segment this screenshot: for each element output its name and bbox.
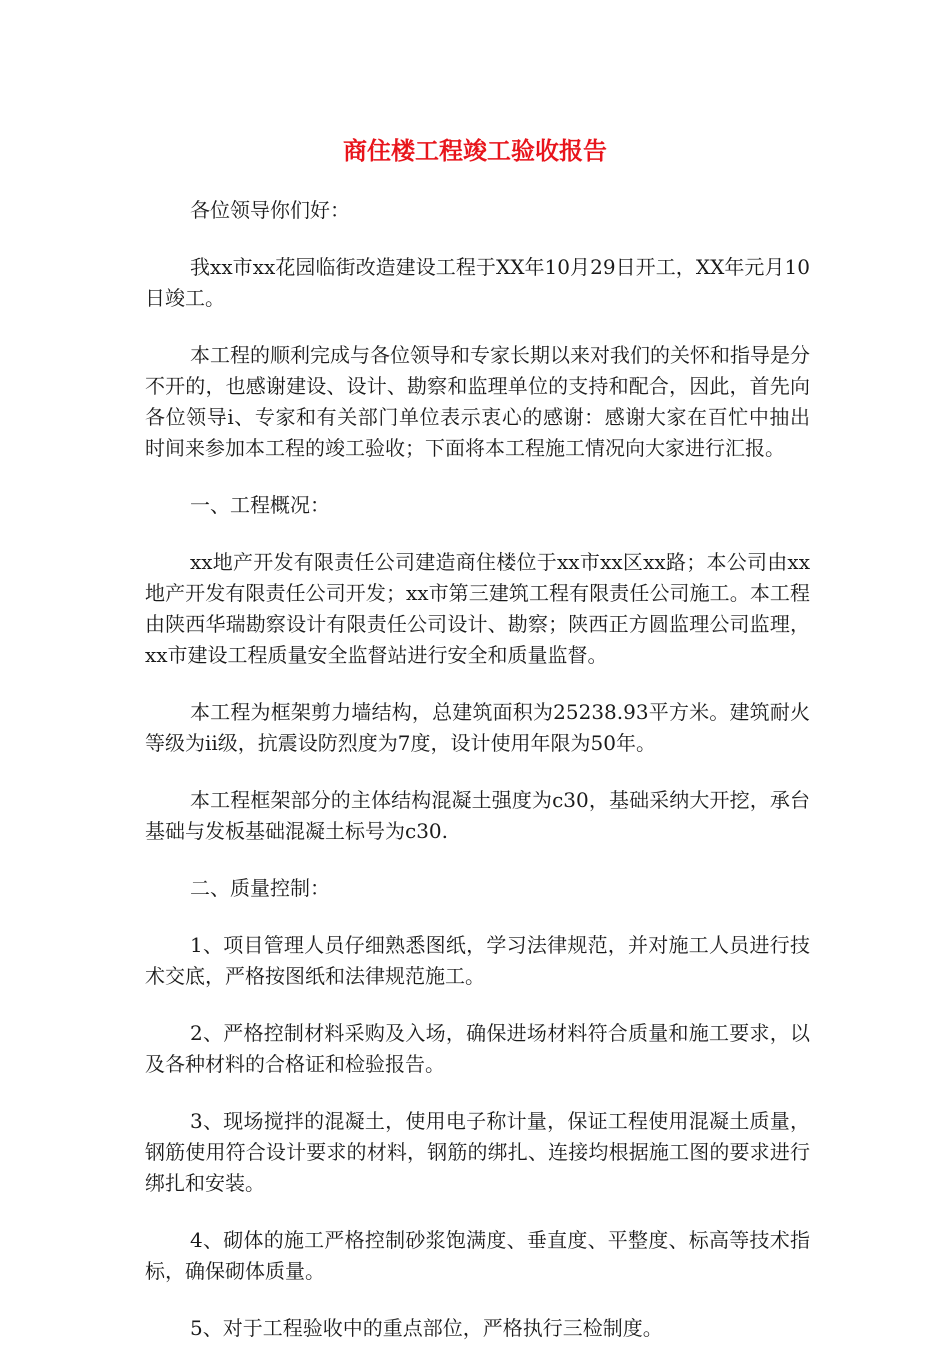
paragraph-schedule: 我xx市xx花园临街改造建设工程于XX年10月29日开工，XX年元月10日竣工。 [145, 255, 810, 310]
paragraph-structure: 本工程为框架剪力墙结构，总建筑面积为25238.93平方米。建筑耐火等级为ii级，抗震设防烈度为7度，设计使用年限为50年。 [145, 700, 810, 755]
paragraph-thanks: 本工程的顺利完成与各位领导和专家长期以来对我们的关怀和指导是分不开的，也感谢建设、设计、勘察和监理单位的支持和配合，因此，首先向各位领导i、专家和有关部门单位表示衷心的感谢：感谢大家在百忙中抽出时间来参加本工程的竣工验收；下面将本工程施工情况向大家进行汇报。 [145, 343, 810, 460]
list-item-quality-4: 4、砌体的施工严格控制砂浆饱满度、垂直度、平整度、标高等技术指标，确保砌体质量。 [145, 1228, 810, 1283]
list-item-quality-2: 2、严格控制材料采购及入场，确保进场材料符合质量和施工要求，以及各种材料的合格证和检验报告。 [145, 1021, 810, 1076]
paragraph-concrete: 本工程框架部分的主体结构混凝土强度为c30，基础采纳大开挖，承台基础与发板基础混凝土标号为c30. [145, 788, 810, 843]
list-item-quality-3: 3、现场搅拌的混凝土，使用电子称计量，保证工程使用混凝土质量，钢筋使用符合设计要求的材料，钢筋的绑扎、连接均根据施工图的要求进行绑扎和安装。 [145, 1109, 810, 1195]
document-title: 商住楼工程竣工验收报告 [343, 137, 607, 165]
list-item-quality-1: 1、项目管理人员仔细熟悉图纸，学习法律规范，并对施工人员进行技术交底，严格按图纸和法律规范施工。 [145, 933, 810, 988]
section-heading-quality: 二、质量控制： [190, 876, 330, 900]
section-heading-overview: 一、工程概况： [190, 493, 330, 517]
paragraph-parties: xx地产开发有限责任公司建造商住楼位于xx市xx区xx路；本公司由xx地产开发有限责任公司开发；xx市第三建筑工程有限责任公司施工。本工程由陕西华瑞勘察设计有限责任公司设计、勘察；陕西正方圆监理公司监理，xx市建设工程质量安全监督站进行安全和质量监督。 [145, 550, 810, 667]
paragraph-greeting: 各位领导你们好： [190, 198, 350, 222]
document-body [145, 195, 810, 1370]
list-item-quality-5: 5、对于工程验收中的重点部位，严格执行三检制度。 [190, 1316, 663, 1340]
